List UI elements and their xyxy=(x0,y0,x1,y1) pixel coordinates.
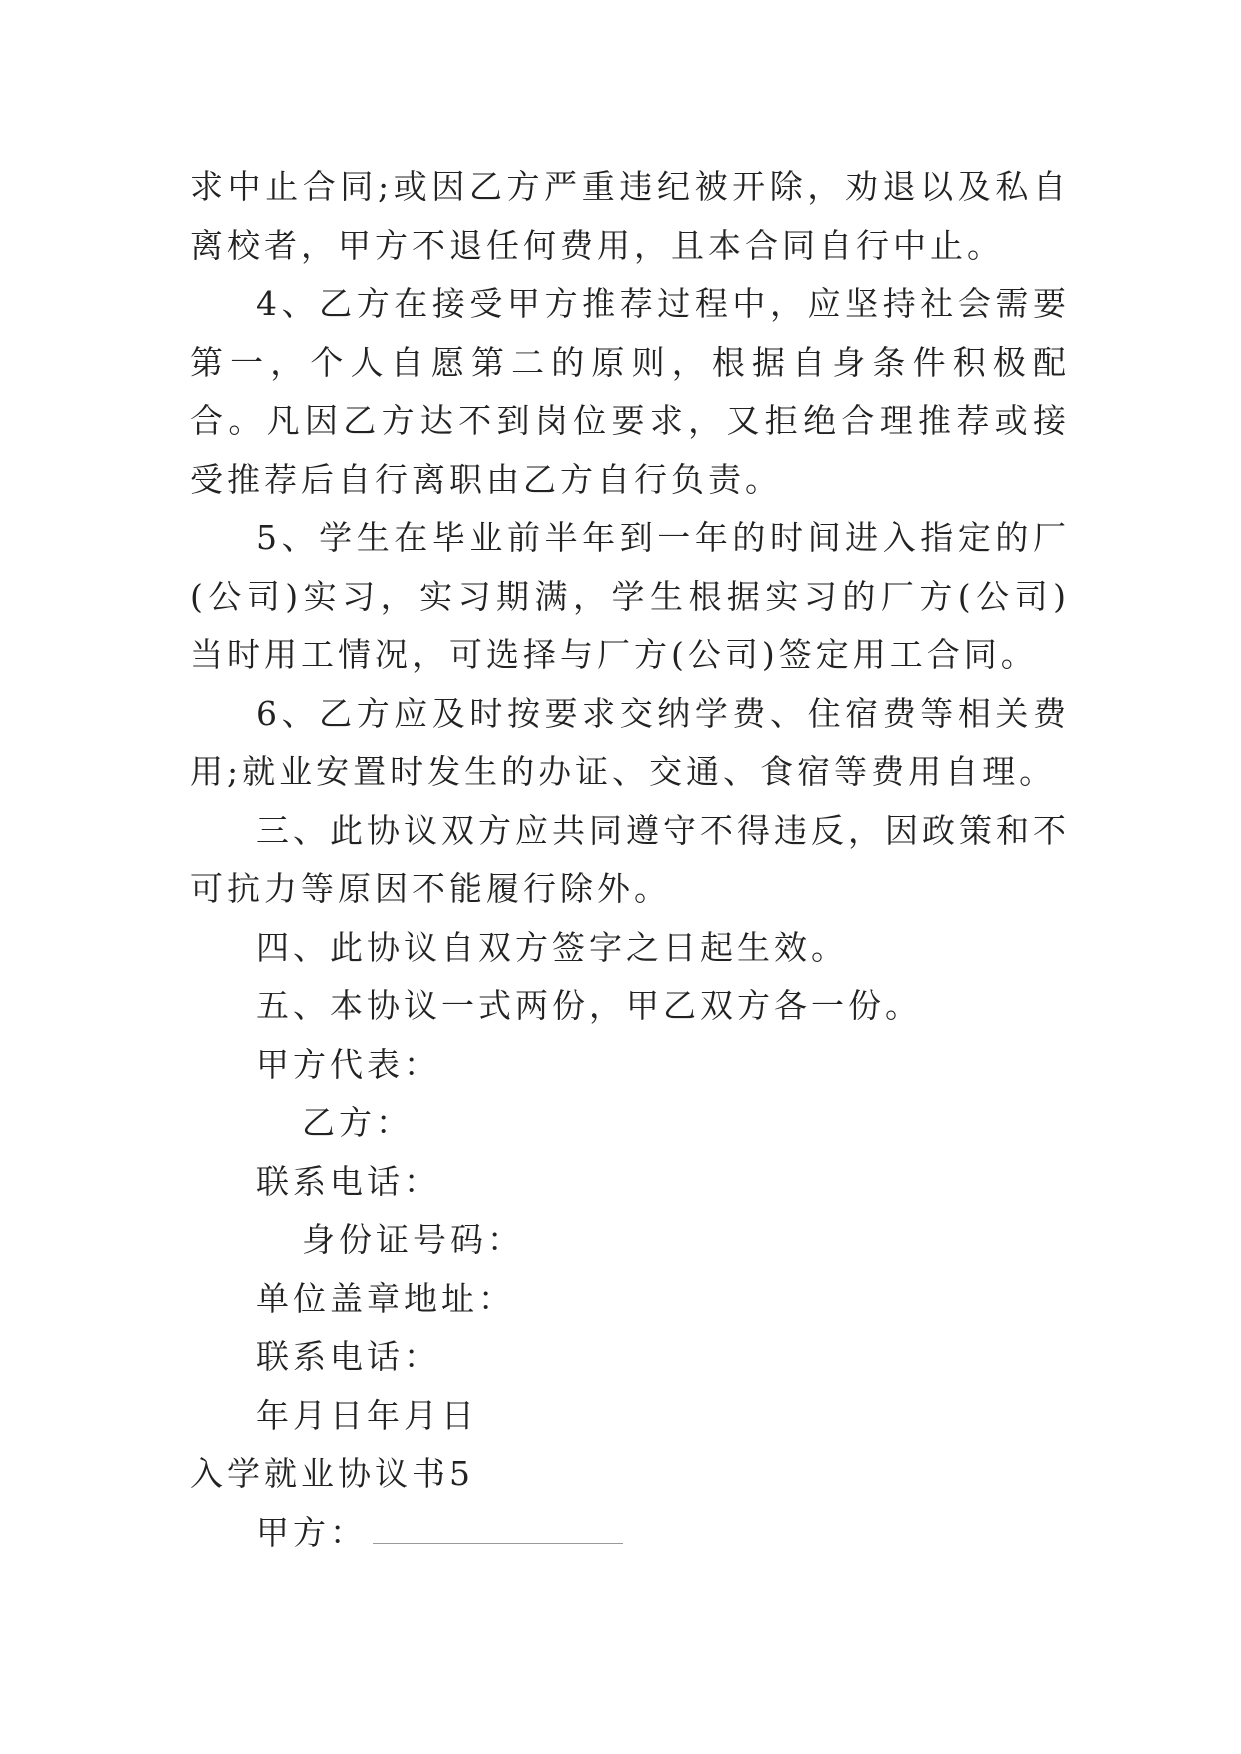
section-title: 入学就业协议书5 xyxy=(190,1454,474,1493)
clause-five: 五、本协议一式两份，甲乙双方各一份。 xyxy=(256,986,922,1025)
unit-seal-address-label: 单位盖章地址： xyxy=(256,1278,515,1318)
contact-phone-label: 联系电话： xyxy=(256,1161,441,1201)
party-a-blank-field xyxy=(373,1511,623,1544)
party-a-representative-label: 甲方代表： xyxy=(256,1044,441,1084)
paragraph-clause-5: 5、学生在毕业前半年到一年的时间进入指定的厂(公司)实习，实习期满，学生根据实习的厂方(公司)当时用工情况，可选择与厂方(公司)签定用工合同。 xyxy=(190,518,1070,674)
document-body xyxy=(190,158,1070,1562)
party-a-line xyxy=(190,1504,1070,1563)
paragraph-clause-4: 4、乙方在接受甲方推荐过程中，应坚持社会需要第一，个人自愿第二的原则，根据自身条件积极配合。凡因乙方达不到岗位要求，又拒绝合理推荐或接受推荐后自行离职由乙方自行负责。 xyxy=(190,284,1070,499)
party-a-label: 甲方： xyxy=(256,1512,367,1552)
paragraph-termination: 求中止合同;或因乙方严重违纪被开除，劝退以及私自离校者，甲方不退任何费用，且本合同自行中止。 xyxy=(190,167,1070,265)
clause-four: 四、此协议自双方签字之日起生效。 xyxy=(256,927,848,967)
date-line: 年月日年月日 xyxy=(256,1395,478,1435)
paragraph-section-3: 三、此协议双方应共同遵守不得违反，因政策和不可抗力等原因不能履行除外。 xyxy=(190,810,1070,908)
contact-phone-label-2: 联系电话： xyxy=(256,1337,441,1376)
paragraph-clause-6: 6、乙方应及时按要求交纳学费、住宿费等相关费用;就业安置时发生的办证、交通、食宿等费用自理。 xyxy=(190,693,1070,791)
id-number-label: 身份证号码： xyxy=(302,1220,524,1259)
party-b-label: 乙方： xyxy=(302,1103,413,1142)
